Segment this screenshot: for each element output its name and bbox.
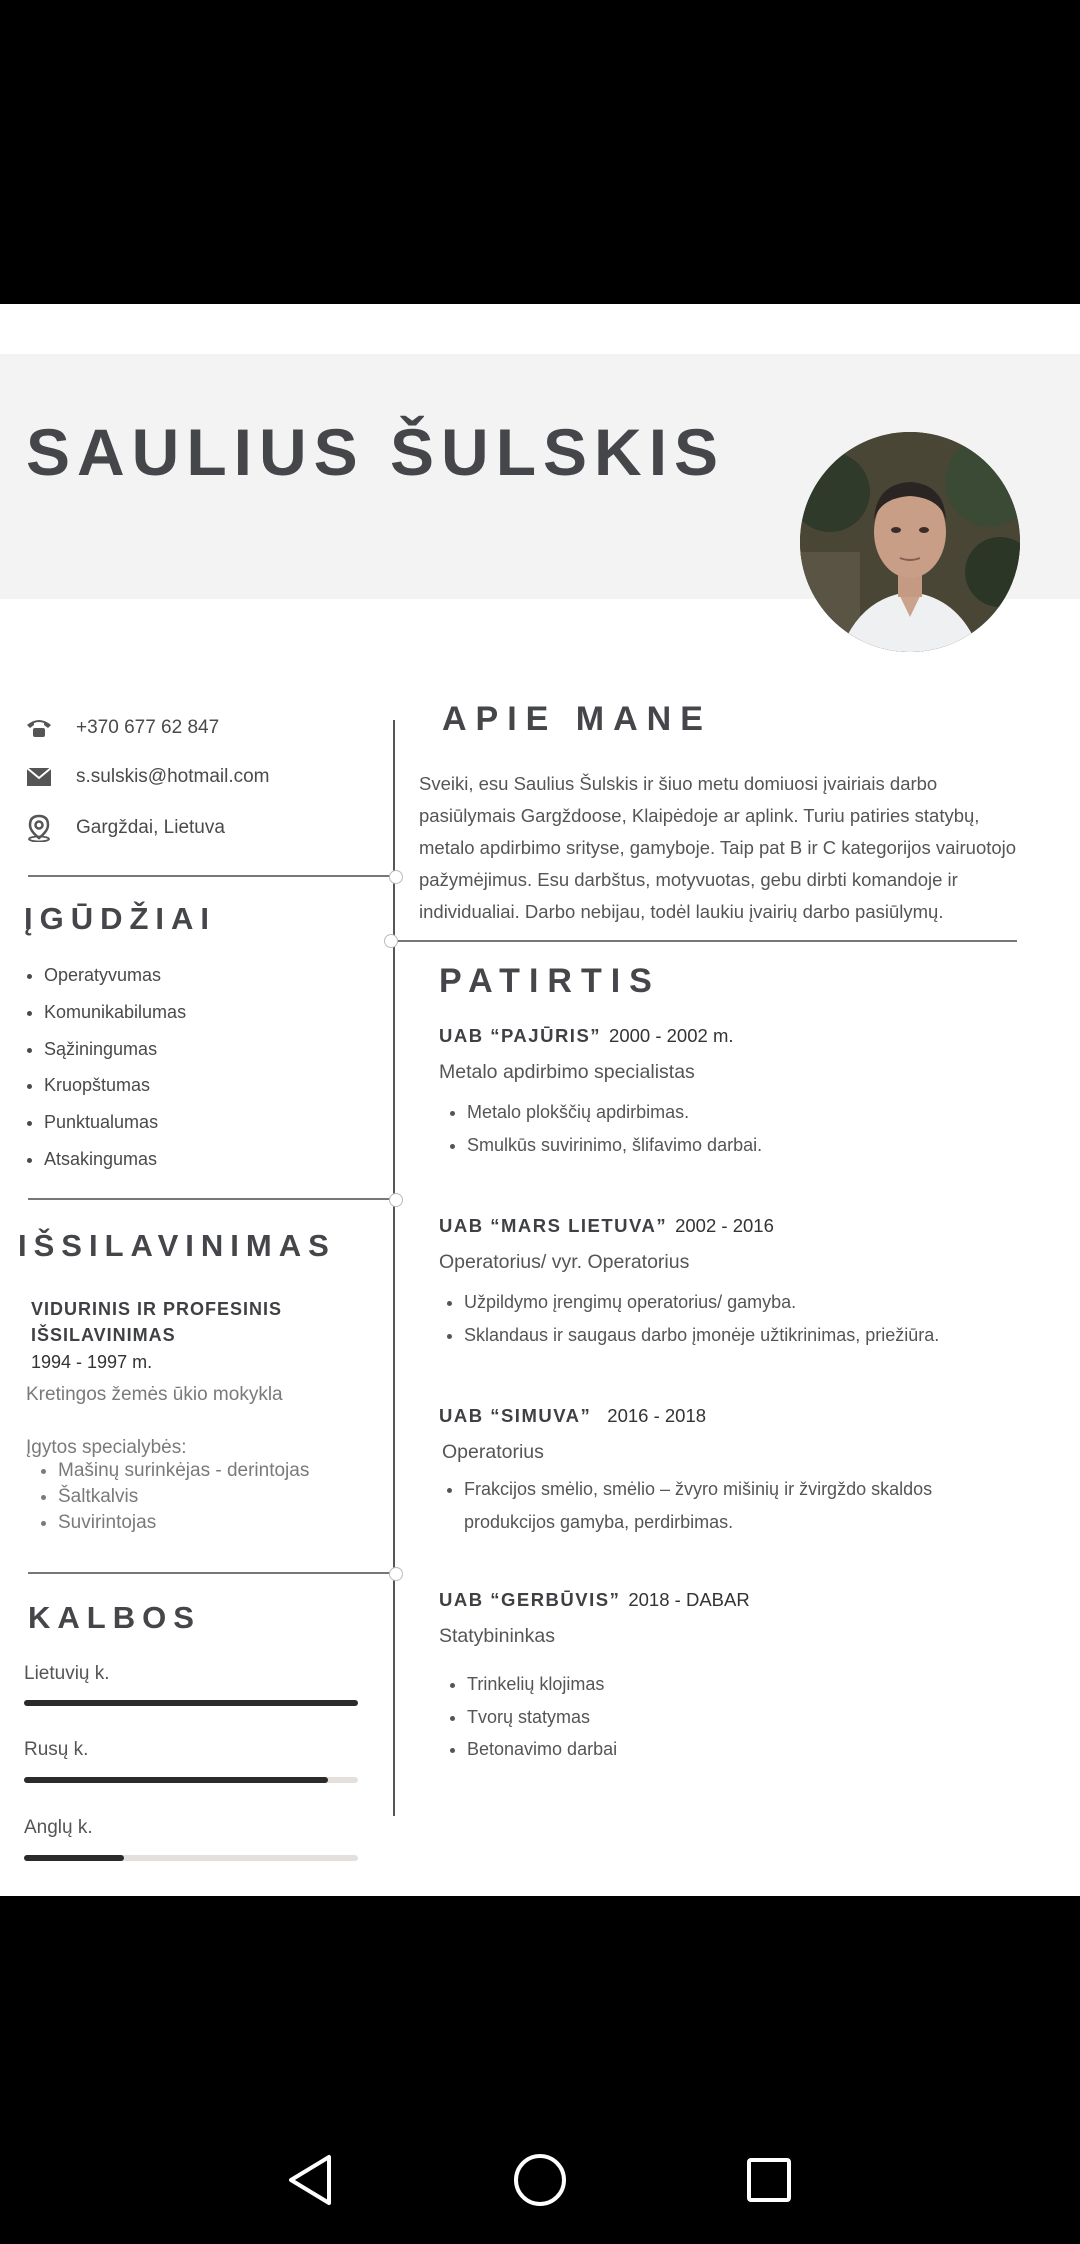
list-item: • Komunikabilumas xyxy=(44,994,186,1031)
language-label: Anglų k. xyxy=(24,1817,93,1838)
divider xyxy=(395,940,1017,942)
job-company xyxy=(439,1025,734,1047)
language-level-bar xyxy=(24,1855,358,1861)
education-school: Kretingos žemės ūkio mokykla xyxy=(26,1384,283,1405)
job-years: 2018 - DABAR xyxy=(628,1589,750,1610)
job-company xyxy=(439,1589,750,1611)
language-level-fill xyxy=(24,1855,124,1861)
back-triangle-icon[interactable] xyxy=(280,2150,340,2210)
language-label: Lietuvių k. xyxy=(24,1663,110,1684)
resume-name: SAULIUS ŠULSKIS xyxy=(26,415,726,489)
job-role: Operatorius xyxy=(442,1441,544,1463)
job-role: Statybininkas xyxy=(439,1625,555,1647)
timeline-dot xyxy=(384,934,398,948)
list-item: • Sklandaus ir saugaus darbo įmonėje užtikrinimas, priežiūra. xyxy=(464,1319,939,1352)
list-item: • Frakcijos smėlio, smėlio – žvyro mišinių ir žvirgždo skaldos produkcijos gamyba, perdirbimas. xyxy=(464,1473,1004,1538)
job-company xyxy=(439,1215,774,1237)
job-company-name: UAB “SIMUVA” xyxy=(439,1405,592,1426)
divider xyxy=(28,1198,394,1200)
job-duties xyxy=(436,1473,1004,1538)
divider xyxy=(28,875,394,877)
divider xyxy=(28,1572,394,1574)
education-heading: IŠSILAVINIMAS xyxy=(18,1228,336,1263)
list-item: • Smulkūs suvirinimo, šlifavimo darbai. xyxy=(467,1129,762,1162)
job-years: 2000 - 2002 m. xyxy=(609,1025,734,1046)
timeline-dot xyxy=(389,870,403,884)
timeline-dot xyxy=(389,1567,403,1581)
job-role: Operatorius/ vyr. Operatorius xyxy=(439,1251,690,1273)
list-item: • Punktualumas xyxy=(44,1104,186,1141)
contact-email[interactable] xyxy=(24,759,270,795)
timeline-vertical-line xyxy=(393,720,395,1816)
education-title: VIDURINIS IR PROFESINIS IŠSILAVINIMAS xyxy=(31,1299,283,1345)
recents-square-icon[interactable] xyxy=(739,2150,799,2210)
list-item: • Betonavimo darbai xyxy=(467,1733,617,1766)
job-duties xyxy=(439,1668,617,1766)
profile-photo xyxy=(800,432,1020,652)
skills-list xyxy=(24,957,186,1178)
list-item: • Suvirintojas xyxy=(58,1510,309,1536)
map-pin-icon xyxy=(24,813,54,843)
list-item: • Šaltkalvis xyxy=(58,1484,309,1510)
list-item: • Tvorų statymas xyxy=(467,1701,617,1734)
email-text: s.sulskis@hotmail.com xyxy=(76,766,270,787)
list-item: • Mašinų surinkėjas - derintojas xyxy=(58,1458,309,1484)
contact-phone[interactable] xyxy=(24,710,219,746)
job-duties xyxy=(439,1096,762,1161)
list-item: • Trinkelių klojimas xyxy=(467,1668,617,1701)
job-company-name: UAB “MARS LIETUVA” xyxy=(439,1215,668,1236)
education-specialties-list xyxy=(38,1458,309,1536)
resume-page xyxy=(0,304,1080,1896)
list-item: • Operatyvumas xyxy=(44,957,186,994)
list-item: • Metalo plokščių apdirbimas. xyxy=(467,1096,762,1129)
language-level-fill xyxy=(24,1777,328,1783)
job-role: Metalo apdirbimo specialistas xyxy=(439,1061,695,1083)
phone-icon xyxy=(24,713,54,743)
language-level-bar xyxy=(24,1777,358,1783)
job-company-name: UAB “PAJŪRIS” xyxy=(439,1025,602,1046)
language-label: Rusų k. xyxy=(24,1739,89,1760)
experience-heading: PATIRTIS xyxy=(439,962,661,1000)
education-years: 1994 - 1997 m. xyxy=(31,1352,153,1372)
list-item: • Kruopštumas xyxy=(44,1067,186,1104)
list-item: • Užpildymo įrengimų operatorius/ gamyba. xyxy=(464,1286,939,1319)
envelope-icon xyxy=(24,762,54,792)
language-level-fill xyxy=(24,1700,358,1706)
phone-text: +370 677 62 847 xyxy=(76,717,220,738)
skills-heading: ĮGŪDŽIAI xyxy=(24,901,217,936)
contact-location xyxy=(24,810,225,846)
timeline-dot xyxy=(389,1193,403,1207)
about-text: Sveiki, esu Saulius Šulskis ir šiuo metu domiuosi įvairiais darbo pasiūlymais Gargždoose, Klaipėdoje ar aplink. Turiu patiries statybų, metalo apdirbimo srityse, gamyboje. Taip pat B ir C kategorijos vairuotojo pažymėjimus. Esu darbštus, motyvuotas, gebu dirbti komandoje ir individualiai. Darbo nebijau, todėl laukiu įvairių darbo pasiūlymų. xyxy=(419,773,1017,922)
job-years: 2002 - 2016 xyxy=(675,1215,774,1236)
language-level-bar xyxy=(24,1700,358,1706)
job-duties xyxy=(436,1286,939,1351)
about-heading: APIE MANE xyxy=(442,700,712,738)
languages-heading: KALBOS xyxy=(28,1600,201,1635)
job-company xyxy=(439,1405,706,1427)
home-circle-icon[interactable] xyxy=(510,2150,570,2210)
list-item: • Sąžiningumas xyxy=(44,1031,186,1068)
job-years: 2016 - 2018 xyxy=(607,1405,707,1426)
education-specialties-label: Įgytos specialybės: xyxy=(26,1437,187,1458)
location-text: Gargždai, Lietuva xyxy=(76,817,225,838)
list-item: • Atsakingumas xyxy=(44,1141,186,1178)
job-company-name: UAB “GERBŪVIS” xyxy=(439,1589,621,1610)
